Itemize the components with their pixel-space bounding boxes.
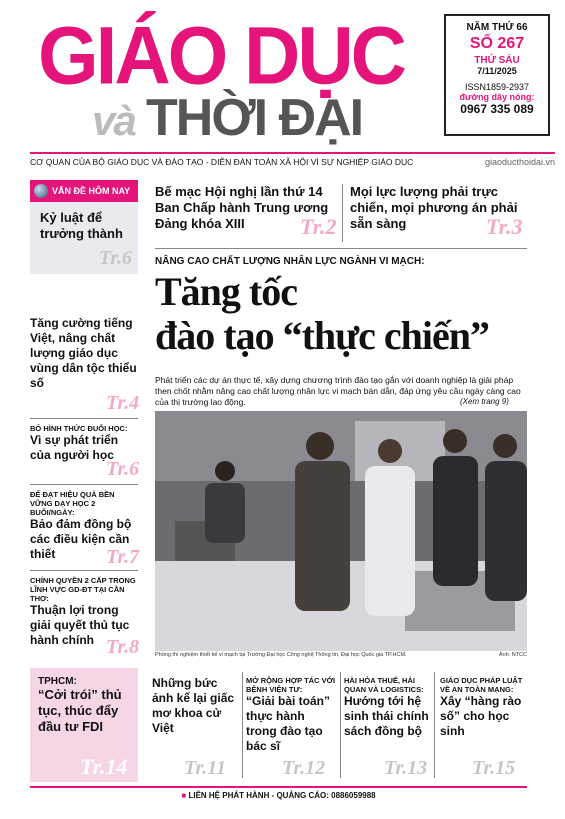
lead-see-more[interactable]: (Xem trang 9) bbox=[460, 397, 509, 406]
issue-date: 7/11/2025 bbox=[477, 66, 517, 76]
website-link[interactable]: giaoducthoidai.vn bbox=[484, 157, 555, 167]
footer-text[interactable]: LIÊN HỆ PHÁT HÀNH - QUẢNG CÁO: 0886059988 bbox=[188, 791, 376, 800]
divider bbox=[30, 418, 138, 419]
bottom-story-5-page: Tr.15 bbox=[472, 757, 516, 779]
bottom-story-5-kicker: GIÁO DỤC PHÁP LUẬT VỀ AN TOÀN MẠNG: bbox=[440, 676, 523, 694]
lead-headline[interactable] bbox=[155, 270, 489, 358]
top-story-2-title: Mọi lực lượng phải trực chiến, mọi phương án phải sẵn sàng bbox=[350, 184, 518, 231]
sidebar-item-3-page: Tr.7 bbox=[106, 546, 140, 568]
bottom-story-3-title: “Giải bài toán” thực hành trong đào tạo bác sĩ bbox=[246, 694, 331, 753]
sidebar-item-4-title: Thuận lợi trong giải quyết thủ tục hành chính bbox=[30, 603, 130, 647]
globe-icon bbox=[34, 184, 48, 198]
lead-credit: Ảnh: NTCC bbox=[498, 652, 527, 658]
vande-page: Tr.6 bbox=[98, 247, 132, 269]
sidebar-item-3-kicker: ĐỂ ĐẠT HIỆU QUẢ BỀN VỮNG DẠY HỌC 2 BUỔI/NGÀY: bbox=[30, 490, 115, 517]
vande-title[interactable]: Kỷ luật để trưởng thành bbox=[40, 210, 123, 241]
issue-info-box bbox=[444, 14, 550, 136]
top-story-1-page: Tr.2 bbox=[300, 214, 337, 239]
lead-kicker: NÂNG CAO CHẤT LƯỢNG NHÂN LỰC NGÀNH VI MẠCH: bbox=[155, 256, 425, 267]
masthead bbox=[0, 0, 565, 152]
divider bbox=[242, 672, 243, 778]
divider bbox=[340, 672, 341, 778]
vande-hom-nay-box[interactable] bbox=[30, 180, 138, 274]
vande-header bbox=[30, 180, 138, 202]
lead-caption-text: Phòng thí nghiệm thiết kế vi mạch tại Trường Đại học Công nghệ Thông tin, Đại học Quốc gia TP.HCM. bbox=[155, 652, 407, 658]
top-story-1-title: Bế mạc Hội nghị lần thứ 14 Ban Chấp hành Trung ương Đảng khóa XIII bbox=[155, 184, 329, 231]
sidebar-item-1-page: Tr.4 bbox=[106, 392, 140, 414]
bottom-story-4-kicker: HÀI HÒA THUẾ, HẢI QUAN VÀ LOGISTICS: bbox=[344, 676, 424, 694]
bottom-story-1-title: “Cởi trói” thủ tục, thúc đẩy đầu tư FDI bbox=[38, 687, 122, 734]
logo-thoidai[interactable]: THỜI ĐẠI bbox=[146, 89, 363, 147]
issue-number: SỐ 267 bbox=[469, 35, 525, 52]
issn: ISSN1859-2937 bbox=[464, 82, 530, 92]
bottom-story-4-page: Tr.13 bbox=[384, 757, 428, 779]
bottom-story-2[interactable] bbox=[152, 676, 238, 736]
bottom-story-3-page: Tr.12 bbox=[282, 757, 326, 779]
bottom-story-5-title: Xây “hàng rào số” cho học sinh bbox=[440, 694, 522, 738]
tagline-text: CƠ QUAN CỦA BỘ GIÁO DỤC VÀ ĐÀO TẠO - DIỄN ĐÀN TOÀN XÃ HỘI VÌ SỰ NGHIỆP GIÁO DỤC bbox=[30, 157, 414, 167]
divider bbox=[155, 248, 527, 249]
footer-contact bbox=[30, 786, 527, 800]
bottom-story-5[interactable] bbox=[440, 676, 526, 739]
sidebar-item-2-title: Vì sự phát triển của người học bbox=[30, 433, 119, 462]
hotline-label: đường dây nóng: bbox=[459, 92, 535, 102]
vande-label: VẤN ĐỀ HÔM NAY bbox=[52, 186, 131, 196]
logo-va: và bbox=[92, 97, 135, 144]
divider bbox=[434, 672, 435, 778]
bottom-story-4[interactable] bbox=[344, 676, 432, 739]
sidebar-item-1-title: Tăng cường tiếng Việt, nâng chất lượng giáo dục vùng dân tộc thiểu số bbox=[30, 316, 137, 390]
bottom-story-4-title: Hướng tới hệ sinh thái chính sách đồng bộ bbox=[344, 694, 429, 738]
issue-weekday: THỨ SÁU bbox=[474, 55, 520, 66]
lead-headline-line-1: Tăng tốc bbox=[155, 269, 297, 314]
lead-headline-line-2: đào tạo “thực chiến” bbox=[155, 313, 490, 358]
lead-photo bbox=[155, 411, 527, 651]
sidebar-item-1[interactable] bbox=[30, 316, 138, 391]
divider bbox=[30, 484, 138, 485]
sidebar-item-4-kicker: CHÍNH QUYỀN 2 CẤP TRONG LĨNH VỰC GD-ĐT TẠI CẦN THƠ: bbox=[30, 576, 136, 603]
bottom-story-3-kicker: MỞ RỘNG HỢP TÁC VỚI BỆNH VIỆN TƯ: bbox=[246, 676, 336, 694]
bottom-story-3[interactable] bbox=[246, 676, 338, 754]
divider bbox=[30, 570, 138, 571]
hotline-number[interactable]: 0967 335 089 bbox=[460, 102, 534, 116]
issue-year: NĂM THỨ 66 bbox=[466, 22, 528, 33]
bottom-story-1-kicker: TPHCM: bbox=[38, 676, 77, 687]
bottom-story-1-page: Tr.14 bbox=[80, 754, 128, 779]
divider bbox=[342, 184, 343, 242]
sidebar-item-2-kicker: BỎ HÌNH THỨC ĐUỔI HỌC: bbox=[30, 424, 128, 433]
sidebar-item-3-title: Bảo đảm đồng bộ các điều kiện cần thiết bbox=[30, 517, 132, 561]
top-story-2-page: Tr.3 bbox=[486, 214, 523, 239]
footer-bullet-icon: ■ bbox=[181, 791, 187, 800]
bottom-story-2-page: Tr.11 bbox=[184, 757, 227, 779]
lab-photo-illustration bbox=[155, 411, 527, 651]
sidebar-item-2-page: Tr.6 bbox=[106, 458, 140, 480]
lead-caption bbox=[155, 652, 527, 658]
sidebar-item-4-page: Tr.8 bbox=[106, 636, 140, 658]
tagline-bar bbox=[30, 152, 555, 170]
bottom-story-2-title: Những bức ảnh kể lại giấc mơ khoa cử Việt bbox=[152, 676, 235, 735]
logo-giaoduc[interactable]: GIÁO DỤC bbox=[38, 8, 404, 102]
bottom-row bbox=[30, 668, 527, 782]
lead-sapo: Phát triển các dự án thực tế, xây dựng chương trình đào tạo gắn với doanh nghiệp là giải pháp then chốt nhằm nâng cao chất lượng nhân lực vi mạch bán dẫn, đáp ứng yêu cầu ngày càng cao của thị trường lao động. bbox=[155, 375, 521, 407]
bottom-story-1[interactable] bbox=[30, 668, 138, 782]
